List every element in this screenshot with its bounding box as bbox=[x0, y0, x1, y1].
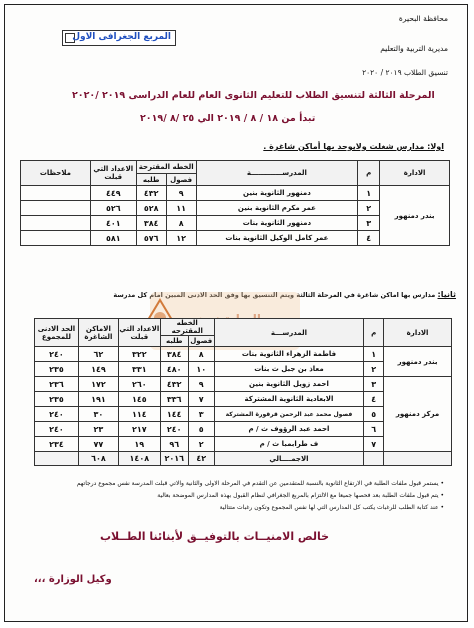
m-header: م bbox=[358, 161, 380, 186]
table-row bbox=[21, 186, 450, 201]
accepted-cell: ١٩ bbox=[118, 437, 160, 452]
note-item bbox=[157, 492, 444, 499]
students-cell: ٤٣٢ bbox=[160, 377, 188, 392]
vacant-cell: ١٩١ bbox=[78, 392, 118, 407]
accepted-cell: ١١٤ bbox=[118, 407, 160, 422]
plan-header: الخطه المقترحة bbox=[136, 161, 196, 174]
idara-header: الادارة bbox=[380, 161, 450, 186]
accepted-cell: ٣٢٢ bbox=[118, 347, 160, 362]
total-min-cell bbox=[35, 452, 79, 466]
total-classes-cell: ٤٢ bbox=[188, 452, 214, 466]
m-cell: ٥ bbox=[364, 407, 384, 422]
m-header: م bbox=[364, 319, 384, 347]
vacant-cell: ٦٢ bbox=[78, 347, 118, 362]
closing-wish: خالص الامنيــات بالتوفيــق لأبنائنا الطــلاب bbox=[100, 530, 330, 543]
idara-header: الادارة bbox=[384, 319, 452, 347]
classes-cell: ٩ bbox=[166, 186, 196, 201]
vacant-cell: ٣٠ bbox=[78, 407, 118, 422]
students-cell: ٤٣٢ bbox=[136, 186, 166, 201]
school-cell: عمر كامل الوكيل الثانوية بنات bbox=[196, 231, 358, 246]
school-cell: احمد عبد الرؤوف ث / م bbox=[214, 422, 364, 437]
total-accepted-cell: ١٤٠٨ bbox=[118, 452, 160, 466]
school-cell: معاذ بن جبل ث بنات bbox=[214, 362, 364, 377]
table-row bbox=[35, 377, 452, 392]
school-cell: دمنهور الثانوية بنين bbox=[196, 186, 358, 201]
note-item bbox=[77, 480, 444, 487]
min-cell: ٢٤٠ bbox=[35, 347, 79, 362]
table-vacant-schools bbox=[34, 318, 452, 466]
school-cell: فاطمة الزهراء الثانوية بنات bbox=[214, 347, 364, 362]
table-row bbox=[35, 347, 452, 362]
school-cell: فصول محمد عبد الرحمن قرقورة المشتركة bbox=[214, 407, 364, 422]
m-cell: ٣ bbox=[364, 377, 384, 392]
vacant-header: الاماكن الشاغرة bbox=[78, 319, 118, 347]
students-cell: ٥٧٦ bbox=[136, 231, 166, 246]
accepted-cell: ٥٨١ bbox=[90, 231, 136, 246]
m-cell: ٤ bbox=[364, 392, 384, 407]
total-vacant-cell: ٦٠٨ bbox=[78, 452, 118, 466]
students-header: طلبه bbox=[160, 336, 188, 347]
classes-cell: ٥ bbox=[188, 422, 214, 437]
classes-header: فصول bbox=[188, 336, 214, 347]
school-cell: احمد زويل الثانوية بنين bbox=[214, 377, 364, 392]
classes-cell: ٨ bbox=[166, 216, 196, 231]
classes-cell: ٧ bbox=[188, 392, 214, 407]
note-text: يستمر قبول ملفات الطلبة في الارتفاع الثانوية بالنسبة للمتقدمين عن التقدم في المرحلة الاولى والثانية والاتي قبلت المدرسة نفس مجموع درجاتهم bbox=[76, 480, 439, 487]
note-text: عند كتابة الطلب للرغبات يكتب كل المدارس التي لها نفس المجموع وتكون رغبات متتالية bbox=[219, 504, 439, 511]
geographic-square-badge bbox=[62, 30, 176, 46]
table-filled-schools bbox=[20, 160, 450, 246]
school-cell: ف طرابمبا ث / م bbox=[214, 437, 364, 452]
classes-cell: ١٠ bbox=[188, 362, 214, 377]
directorate-label: مديرية التربية والتعليم bbox=[380, 44, 448, 53]
school-cell: دمنهور الثانوية بنات bbox=[196, 216, 358, 231]
date-range-title: تبدأ من ١٨ / ٨ / ٢٠١٩ الي ٢٥ /٨ /٢٠١٩ bbox=[140, 113, 316, 124]
classes-cell: ٨ bbox=[188, 347, 214, 362]
min-cell: ٢٣٤ bbox=[35, 437, 79, 452]
accepted-cell: ٢١٧ bbox=[118, 422, 160, 437]
students-cell: ٣٣٦ bbox=[160, 392, 188, 407]
badge-label: المربع الجغرافى الاول bbox=[72, 32, 171, 42]
students-cell: ٢٤٠ bbox=[160, 422, 188, 437]
classes-header: فصول bbox=[166, 174, 196, 186]
students-cell: ٩٦ bbox=[160, 437, 188, 452]
m-cell: ١ bbox=[364, 347, 384, 362]
section2-heading-lead: ثانيا: bbox=[437, 290, 456, 299]
vacant-cell: ٢٣ bbox=[78, 422, 118, 437]
students-cell: ٣٨٤ bbox=[136, 216, 166, 231]
notes-header: ملاحظات bbox=[21, 161, 91, 186]
m-cell: ٧ bbox=[364, 437, 384, 452]
classes-cell: ٣ bbox=[188, 407, 214, 422]
m-cell: ١ bbox=[358, 186, 380, 201]
idara-cell: بندر دمنهور bbox=[380, 186, 450, 246]
m-cell: ٢ bbox=[364, 362, 384, 377]
classes-cell: ١٢ bbox=[166, 231, 196, 246]
bullet-icon: • bbox=[440, 492, 444, 499]
min-cell: ٢٣٦ bbox=[35, 377, 79, 392]
min-cell: ٢٤٠ bbox=[35, 407, 79, 422]
accepted-cell: ١٤٥ bbox=[118, 392, 160, 407]
accepted-cell: ٢٦٠ bbox=[118, 377, 160, 392]
accepted-header: الاعداد التي قبلت bbox=[90, 161, 136, 186]
signature-line: وكيل الوزارة ،،، bbox=[34, 574, 112, 585]
m-cell: ٢ bbox=[358, 201, 380, 216]
total-label-cell: الاجمــــالي bbox=[214, 452, 364, 466]
classes-cell: ٢ bbox=[188, 437, 214, 452]
school-cell: عمر مكرم الثانوية بنين bbox=[196, 201, 358, 216]
note-text: يتم قبول ملفات الطلبة بعد فحصها جميعا مع الالتزام بالمربع الجغرافي لنظام القبول بهذه المدارس الموضحة بعالية bbox=[157, 492, 439, 499]
min-cell: ٢٣٥ bbox=[35, 392, 79, 407]
bullet-icon: • bbox=[440, 480, 444, 487]
total-students-cell: ٢٠١٦ bbox=[160, 452, 188, 466]
classes-cell: ١١ bbox=[166, 201, 196, 216]
min-header: الحد الادنى للمجموع bbox=[35, 319, 79, 347]
vacant-cell: ١٧٢ bbox=[78, 377, 118, 392]
students-cell: ٥٢٨ bbox=[136, 201, 166, 216]
students-cell: ٣٨٤ bbox=[160, 347, 188, 362]
section1-heading bbox=[263, 142, 444, 151]
min-cell: ٢٣٥ bbox=[35, 362, 79, 377]
idara-cell: مركز دمنهور bbox=[384, 377, 452, 452]
m-cell: ٣ bbox=[358, 216, 380, 231]
accepted-header: الاعداد التي قبلت bbox=[118, 319, 160, 347]
section2-heading-text: مدارس بها اماكن شاغرة في المرحلة الثالثة ويتم التنسيق بها وفق الحد الادنى المبين امام كل مدرسة bbox=[113, 291, 436, 299]
accepted-cell: ٣٣١ bbox=[118, 362, 160, 377]
plan-header: الخطه المقترحه bbox=[160, 319, 214, 336]
school-cell: الابعادية الثانوية المشتركة bbox=[214, 392, 364, 407]
vacant-cell: ١٤٩ bbox=[78, 362, 118, 377]
school-header: المدرســـة bbox=[214, 319, 364, 347]
coordination-label: تنسيق الطلاب ٢٠١٩ / ٢٠٢٠ bbox=[362, 68, 448, 77]
students-header: طلبه bbox=[136, 174, 166, 186]
accepted-cell: ٤٤٩ bbox=[90, 186, 136, 201]
section1-heading-text: اولا: مدارس شغلت ولايوجد بها أماكن شاغرة . bbox=[263, 142, 444, 151]
vacant-cell: ٧٧ bbox=[78, 437, 118, 452]
total-row bbox=[35, 452, 452, 466]
idara-cell: بندر دمنهور bbox=[384, 347, 452, 377]
classes-cell: ٩ bbox=[188, 377, 214, 392]
accepted-cell: ٤٠١ bbox=[90, 216, 136, 231]
students-cell: ٤٨٠ bbox=[160, 362, 188, 377]
bullet-icon: • bbox=[440, 504, 444, 511]
note-item bbox=[220, 504, 444, 511]
min-cell: ٢٤٠ bbox=[35, 422, 79, 437]
accepted-cell: ٥٢٦ bbox=[90, 201, 136, 216]
page-title: المرحلة الثالثة لتنسيق الطلاب للتعليم الثانوى العام للعام الدراسى ٢٠١٩ /٢٠٢٠ bbox=[72, 90, 435, 101]
m-cell: ٦ bbox=[364, 422, 384, 437]
students-cell: ١٤٤ bbox=[160, 407, 188, 422]
governorate-label: محافظة البحيرة bbox=[398, 14, 448, 23]
school-header: المدرســـــــــــــة bbox=[196, 161, 358, 186]
m-cell: ٤ bbox=[358, 231, 380, 246]
